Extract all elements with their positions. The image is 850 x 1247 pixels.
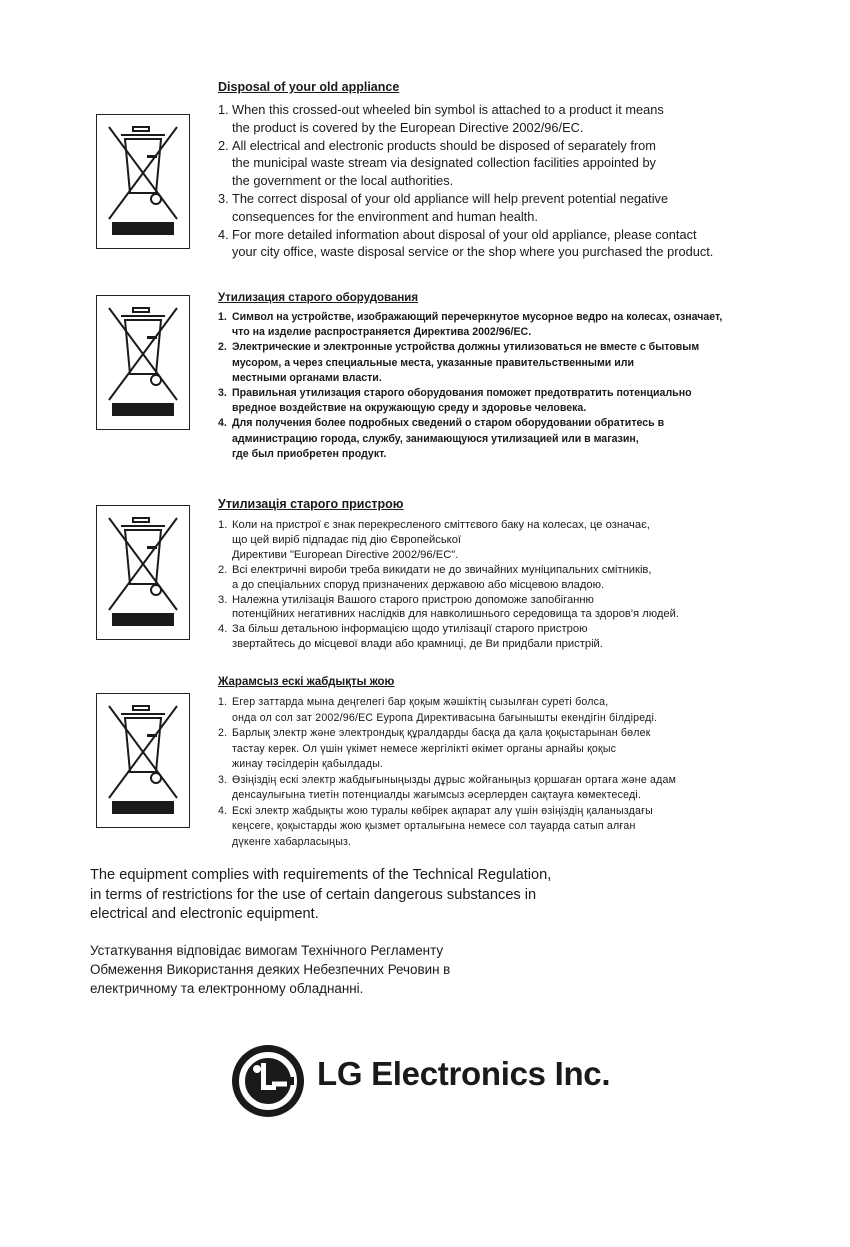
list-item: 4. For more detailed information about disposal of your old appliance, please contact your city office, waste disposal service or the shop where you purchased the product. — [218, 226, 714, 260]
list-item: 2. Электрические и электронные устройства должны утилизоваться не вместе с бытовым мусором, а через специальные места, указанные правительственными или местными органами власти. — [218, 341, 700, 384]
section-heading: Утилизация старого оборудования — [218, 292, 419, 304]
weee-symbol-box — [96, 114, 190, 249]
list-item: 3. The correct disposal of your old appliance will help prevent potential negative consequences for the environment and human health. — [218, 190, 669, 224]
list-item: 4. Ескі электр жабдықты жою туралы көбірек ақпарат алу үшін өзіңіздің қаланыздағы кеңсеге, қоқыстарды жою қызмет орталығына немесе сол тауарда сатып алған дүкенге хабарласыңыз. — [218, 804, 653, 848]
crossed-out-wheeled-bin-icon — [103, 123, 183, 223]
section-heading: Disposal of your old appliance — [218, 80, 400, 94]
crossed-out-wheeled-bin-icon — [103, 514, 183, 614]
weee-symbol-box — [96, 505, 190, 640]
disposal-list — [218, 695, 818, 850]
compliance-statement-ukrainian: Устаткування відповідає вимогам Технічного Регламенту Обмеження Використання деяких Небезпечних Речовин в електричному та електронному обладнанні. — [90, 943, 451, 997]
crossed-out-wheeled-bin-icon — [103, 304, 183, 404]
weee-symbol-box — [96, 295, 190, 430]
list-item: 1. Коли на пристрої є знак перекресленого сміттєвого баку на колесах, це означає, що цей виріб підпадає під дію Європейської Директиви "European Directive 2002/96/EC". — [218, 519, 650, 561]
crossed-out-wheeled-bin-icon — [103, 702, 183, 802]
list-item: 3. Өзіңіздің ескі электр жабдығыныңызды дұрыс жойғаныңыз қоршаған ортаға және адам денсаулығына тиетін потенциалды жағымсыз әсерлерден сақтауға көмектеседі. — [218, 773, 677, 801]
list-item: 4. За більш детальною інформацією щодо утилізації старого пристрою звертайтесь до місцевої влади або крамниці, де Ви придбали пристрій. — [218, 623, 603, 651]
list-item: 4. Для получения более подробных сведений о старом оборудовании обратитесь в администрацию города, службу, занимающуюся утилизацией или в магазин, где был приобретен продукт. — [218, 417, 665, 460]
list-item: 1. Символ на устройстве, изображающий перечеркнутое мусорное ведро на колесах, означает, что на изделие распространяется Директива 2002/96/EC. — [218, 311, 723, 339]
lg-face-logo-icon — [231, 1044, 305, 1118]
weee-symbol-box — [96, 693, 190, 828]
list-item: 2. Всі електричні вироби треба викидати не до звичайних муніципальних смітників, а до спеціальних споруд призначених державою або місцевою владою. — [218, 563, 652, 591]
weee-black-bar — [112, 403, 174, 416]
list-item: 2. All electrical and electronic products should be disposed of separately from the municipal waste stream via designated collection facilities appointed by the government or the local authorities. — [218, 137, 656, 189]
company-name: LG Electronics Inc. — [317, 1055, 611, 1092]
list-item: 3. Належна утилізація Вашого старого пристрою допоможе запобіганню потенційних негативних наслідків для навколишнього середовища та здоров'я людей. — [218, 593, 679, 621]
list-item: 1. When this crossed-out wheeled bin symbol is attached to a product it means the product is covered by the European Directive 2002/96/EC. — [218, 102, 664, 135]
disposal-list — [218, 310, 818, 462]
list-item: 1. Егер заттарда мына деңгелегі бар қоқым жәшіктің сызылған суреті болса, онда ол сол зат 2002/96/EC Еуропа Директивасына бағынышты екендігін білдіреді. — [218, 696, 658, 724]
list-item: 2. Барлық электр және электрондық құралдарды басқа да қала қоқыстарынан бөлек тастау керек. Ол үшін үкімет немесе жергілікті өкімет органы арнайы қоқыс жинау тәсілдерін қабылдады. — [218, 727, 651, 770]
disposal-list — [218, 518, 818, 652]
weee-black-bar — [112, 222, 174, 235]
section-heading: Жарамсыз ескі жабдықты жою — [218, 676, 395, 688]
compliance-statement-english: The equipment complies with requirements of the Technical Regulation, in terms of restrictions for the use of certain dangerous substances in electrical and electronic equipment. — [90, 867, 552, 923]
weee-black-bar — [112, 801, 174, 814]
list-item: 3. Правильная утилизация старого оборудования поможет предотвратить потенциально вредное воздействие на окружающую среду и здоровье человека. — [218, 387, 692, 415]
disposal-list — [218, 101, 818, 261]
section-heading: Утилизація старого пристрою — [218, 497, 404, 511]
weee-black-bar — [112, 613, 174, 626]
